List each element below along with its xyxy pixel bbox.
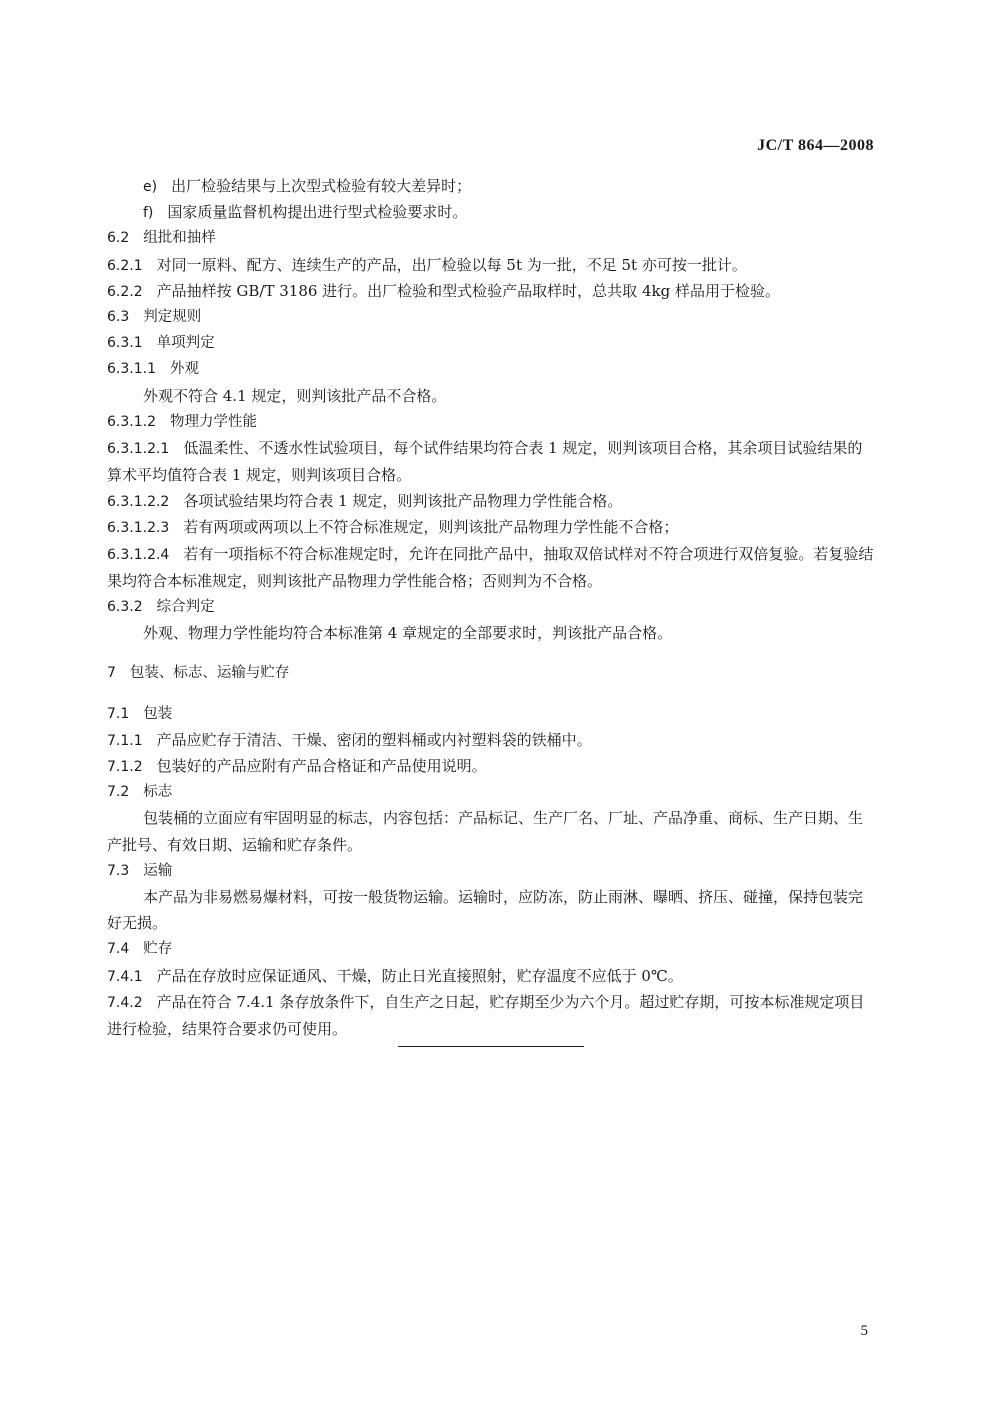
section-title: 包装 (143, 705, 173, 722)
item-text: 出厂检验结果与上次型式检验有较大差异时； (171, 177, 472, 195)
section-number: 6.3.2 (107, 599, 143, 616)
section-heading-7-2 (107, 779, 877, 805)
clause-6-3-1-2-1 (107, 435, 877, 488)
clause-number: 7.1.2 (107, 759, 143, 775)
section-title: 组批和抽样 (143, 230, 216, 247)
section-title: 单项判定 (156, 335, 215, 352)
list-item-e (107, 173, 877, 199)
clause-text: 包装好的产品应附有产品合格证和产品使用说明。 (156, 757, 487, 775)
paragraph-transport (107, 884, 877, 936)
clause-text: 各项试验结果均符合表 1 规定，则判该批产品物理力学性能合格。 (183, 492, 623, 511)
section-number: 7.3 (107, 862, 130, 879)
document-body (107, 173, 877, 1042)
section-number: 6.3.1 (107, 335, 143, 352)
section-heading-6-3-2 (107, 594, 877, 620)
clause-text: 产品抽样按 GB/T 3186 进行。出厂检验和型式检验产品取样时，总共取 4kg 样品用于检验。 (156, 281, 780, 300)
section-heading-6-2 (107, 225, 877, 251)
paragraph-text: 本产品为非易燃易爆材料，可按一般货物运输。运输时，应防冻，防止雨淋、曝晒、挤压、碰撞，保持包装完好无损。 (107, 887, 864, 933)
clause-text: 产品在存放时应保证通风、干燥，防止日光直接照射，贮存温度不应低于 0℃。 (156, 966, 683, 985)
clause-text: 产品在符合 7.4.1 条存放条件下，自生产之日起，贮存期至少为六个月。超过贮存期，可按本标准规定项目进行检验，结果符合要求仍可使用。 (107, 992, 865, 1038)
section-heading-6-3-1-1 (107, 356, 877, 382)
clause-number: 7.1.1 (107, 732, 143, 749)
page-number: 5 (860, 1323, 868, 1339)
clause-text: 对同一原料、配方、连续生产的产品，出厂检验以每 5t 为一批，不足 5t 亦可按一批计。 (156, 255, 747, 274)
section-number: 6.3.1.1 (107, 361, 156, 378)
clause-text: 若有一项指标不符合标准规定时，允许在同批产品中，抽取双倍试样对不符合项进行双倍复验。若复验结果均符合本标准规定，则判该批产品物理力学性能合格；否则判为不合格。 (107, 544, 874, 590)
section-number: 6.3 (107, 308, 130, 325)
chapter-title: 包装、标志、运输与贮存 (129, 665, 290, 682)
section-title: 判定规则 (143, 308, 202, 325)
clause-7-1-2 (107, 753, 877, 779)
chapter-heading-7 (107, 660, 877, 686)
paragraph-appearance (107, 383, 877, 409)
clause-7-4-1 (107, 963, 877, 989)
section-title: 运输 (143, 862, 173, 879)
clause-number: 6.3.1.2.3 (107, 520, 170, 537)
section-title: 贮存 (143, 941, 173, 958)
clause-6-3-1-2-4 (107, 541, 877, 594)
list-item-f (107, 199, 877, 225)
section-title: 综合判定 (156, 599, 215, 616)
clause-text: 低温柔性、不透水性试验项目，每个试件结果均符合表 1 规定，则判该项目合格，其余项目试验结果的算术平均值符合表 1 规定，则判该项目合格。 (107, 438, 863, 485)
paragraph-marking (107, 805, 877, 857)
clause-number: 7.4.2 (107, 994, 143, 1011)
item-text: 国家质量监督机构提出进行型式检验要求时。 (167, 203, 468, 222)
paragraph-text: 外观不符合 4.1 规定，则判该批产品不合格。 (143, 386, 447, 405)
section-number: 7.4 (107, 941, 130, 958)
section-heading-6-3-1 (107, 330, 877, 356)
clause-6-3-1-2-2 (107, 488, 877, 514)
document-code: JC/T 864—2008 (757, 137, 874, 154)
section-number: 6.3.1.2 (107, 413, 156, 430)
section-heading-7-3 (107, 858, 877, 884)
clause-7-1-1 (107, 727, 877, 753)
item-number: e) (143, 179, 158, 195)
clause-number: 6.2.1 (107, 257, 143, 274)
section-heading-7-4 (107, 936, 877, 962)
section-title: 标志 (143, 784, 173, 801)
section-title: 物理力学性能 (169, 413, 257, 430)
clause-7-4-2 (107, 989, 877, 1042)
item-number: f) (143, 205, 154, 222)
clause-6-2-2 (107, 278, 877, 304)
paragraph-overall-judgment (107, 620, 877, 646)
section-number: 7.2 (107, 784, 130, 801)
end-of-document-rule (398, 1046, 584, 1047)
section-number: 6.2 (107, 230, 130, 247)
section-title: 外观 (169, 361, 199, 378)
clause-number: 6.3.1.2.1 (107, 440, 170, 457)
section-heading-7-1 (107, 701, 877, 727)
paragraph-text: 外观、物理力学性能均符合本标准第 4 章规定的全部要求时，判该批产品合格。 (143, 624, 673, 643)
section-heading-6-3-1-2 (107, 409, 877, 435)
section-heading-6-3 (107, 304, 877, 330)
clause-6-3-1-2-3 (107, 514, 877, 540)
clause-6-2-1 (107, 252, 877, 278)
paragraph-text: 包装桶的立面应有牢固明显的标志，内容包括：产品标记、生产厂名、厂址、产品净重、商标、生产日期、生产批号、有效日期、运输和贮存条件。 (107, 809, 864, 854)
clause-number: 7.4.1 (107, 968, 143, 985)
clause-number: 6.3.1.2.2 (107, 494, 170, 511)
clause-text: 产品应贮存于清洁、干燥、密闭的塑料桶或内衬塑料袋的铁桶中。 (156, 730, 592, 749)
section-number: 7.1 (107, 705, 130, 722)
clause-number: 6.3.1.2.4 (107, 546, 170, 563)
clause-number: 6.2.2 (107, 283, 143, 300)
chapter-number: 7 (107, 665, 116, 682)
clause-text: 若有两项或两项以上不符合标准规定，则判该批产品物理力学性能不合格； (183, 518, 679, 537)
